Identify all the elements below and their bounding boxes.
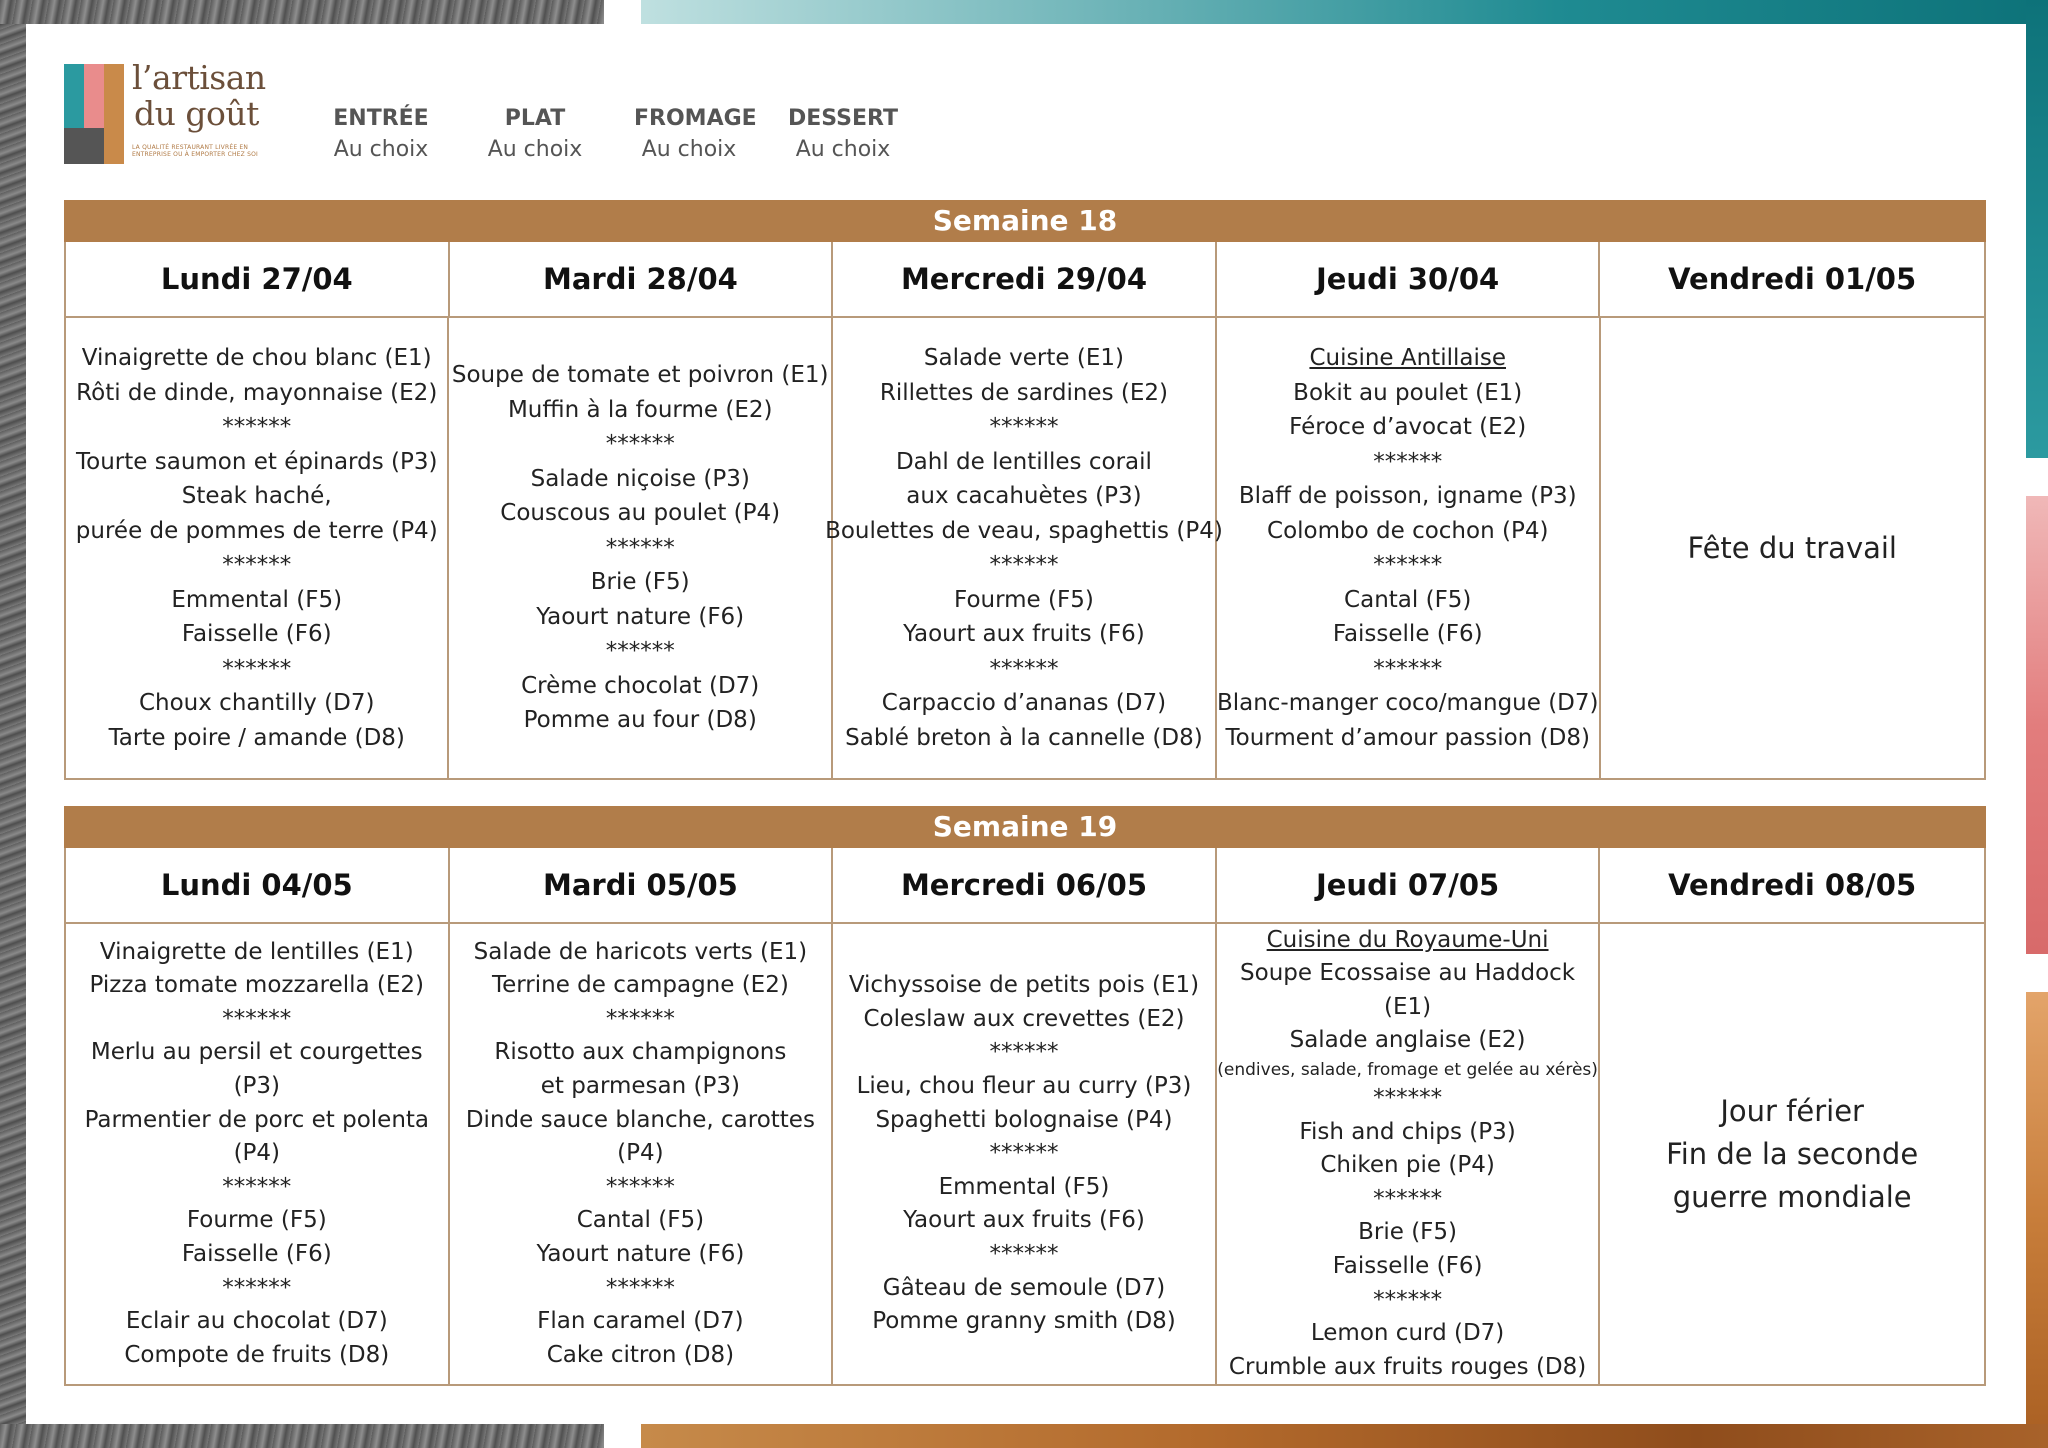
course-title: ENTRÉE	[333, 106, 429, 131]
menu-item: Carpaccio d’ananas (D7)	[881, 690, 1167, 716]
menu-item: Emmental (F5)	[171, 586, 343, 613]
day-header: Lundi 27/04	[66, 242, 450, 316]
logo-line-1: l’artisan	[132, 58, 266, 97]
frame-left-border	[0, 0, 26, 1448]
logo-wordmark	[132, 60, 282, 132]
menu-item: Sablé breton à la cannelle (D8)	[845, 724, 1203, 751]
menu-item: Fish and chips (P3)	[1299, 1118, 1516, 1145]
menu-item: ******	[989, 414, 1059, 440]
course-subtitle: Au choix	[333, 137, 429, 162]
day-menu-cell	[66, 318, 449, 778]
menu-item: Yaourt nature (F6)	[536, 1240, 745, 1267]
menu-item: ******	[605, 431, 675, 458]
menu-item: Faisselle (F6)	[181, 621, 332, 647]
menu-item: Risotto aux champignons	[494, 1039, 787, 1066]
menu-item: Faisselle (F6)	[181, 1240, 332, 1267]
menu-item: ******	[222, 1274, 292, 1301]
course-subtitle: Au choix	[487, 137, 583, 162]
day-header-row	[66, 242, 1984, 318]
menu-item: Merlu au persil et courgettes	[90, 1039, 423, 1066]
menu-item: Crème chocolat (D7)	[521, 672, 760, 699]
menu-item: Yaourt nature (F6)	[536, 603, 745, 630]
day-header: Vendredi 08/05	[1668, 868, 1917, 902]
menu-row	[66, 924, 1984, 1384]
menu-grid	[64, 848, 1986, 1386]
cuisine-theme: Cuisine Antillaise	[1309, 345, 1506, 371]
logo-icon	[64, 64, 124, 164]
day-menu-cell	[825, 318, 1223, 778]
frame-right-orange-band	[2026, 992, 2048, 1448]
menu-item: ******	[1373, 1085, 1443, 1112]
menu-item: ******	[222, 1173, 292, 1200]
menu-item: Fourme (F5)	[186, 1207, 327, 1234]
menu-item: Flan caramel (D7)	[537, 1308, 744, 1335]
menu-item: Soupe de tomate et poivron (E1)	[451, 362, 829, 389]
day-menu-cell	[1601, 318, 1984, 778]
logo-line-2: du goût	[134, 94, 259, 133]
week-table-18	[64, 200, 1986, 780]
menu-item: Vinaigrette de chou blanc (E1)	[81, 345, 432, 371]
menu-item: Vinaigrette de lentilles (E1)	[99, 938, 414, 965]
course-title: PLAT	[504, 106, 566, 131]
menu-item: Choux chantilly (D7)	[138, 690, 375, 716]
menu-item: Tourment d’amour passion (D8)	[1225, 724, 1590, 751]
menu-item: Dahl de lentilles corail	[895, 448, 1152, 475]
menu-note: (endives, salade, fromage et gelée au xérès)	[1217, 1060, 1598, 1081]
menu-item: ******	[222, 655, 292, 682]
menu-item: Blanc-manger coco/mangue (D7)	[1216, 690, 1599, 716]
menu-item: Pizza tomate mozzarella (E2)	[89, 972, 425, 999]
menu-item: aux cacahuètes (P3)	[906, 483, 1142, 509]
frame-right-teal-band	[2026, 0, 2048, 458]
menu-item: et parmesan (P3)	[540, 1073, 740, 1100]
menu-item: Tourte saumon et épinards (P3)	[76, 448, 438, 475]
course-entree	[326, 104, 436, 166]
menu-item: Rillettes de sardines (E2)	[879, 379, 1168, 406]
day-menu-cell	[1217, 924, 1601, 1384]
menu-item: ******	[605, 638, 675, 665]
menu-item: Faisselle (F6)	[1332, 1252, 1483, 1279]
menu-item: Cake citron (D8)	[546, 1341, 735, 1368]
menu-item: Pomme granny smith (D8)	[872, 1308, 1176, 1335]
frame-bottom-orange-band	[641, 1424, 2048, 1448]
day-menu-cell	[1600, 924, 1984, 1384]
menu-item: Compote de fruits (D8)	[124, 1341, 390, 1368]
week-title: Semaine 19	[64, 806, 1986, 848]
menu-item: Emmental (F5)	[938, 1173, 1110, 1200]
day-header: Vendredi 01/05	[1668, 262, 1917, 296]
holiday-text: Fin de la seconde	[1666, 1136, 1919, 1171]
menu-item: Salade verte (E1)	[923, 345, 1124, 371]
day-menu-cell	[1217, 318, 1601, 778]
menu-item: Colombo de cochon (P4)	[1267, 517, 1549, 544]
menu-item: Salade anglaise (E2)	[1289, 1027, 1526, 1054]
day-header: Mercredi 29/04	[833, 242, 1217, 316]
week-title: Semaine 18	[64, 200, 1986, 242]
menu-item: Spaghetti bolognaise (P4)	[875, 1106, 1173, 1133]
menu-item: Fourme (F5)	[954, 586, 1094, 613]
menu-item: ******	[989, 552, 1059, 578]
course-fromage	[634, 104, 757, 166]
menu-item: ******	[605, 1274, 675, 1301]
logo-tagline: LA QUALITÉ RESTAURANT LIVRÉE EN ENTREPRISE OU À EMPORTER CHEZ SOI	[132, 144, 258, 158]
menu-item: (P4)	[233, 1140, 281, 1167]
menu-item: Dinde sauce blanche, carottes	[465, 1106, 815, 1133]
day-header: Mardi 05/05	[450, 848, 834, 922]
menu-item: ******	[222, 552, 292, 578]
menu-item: Lemon curd (D7)	[1310, 1320, 1505, 1347]
course-title: DESSERT	[788, 106, 898, 131]
holiday-text: Jour férier	[1720, 1093, 1864, 1128]
menu-item: Chiken pie (P4)	[1320, 1152, 1495, 1179]
menu-row	[66, 318, 1984, 778]
menu-item: ******	[989, 1140, 1059, 1167]
holiday-text: guerre mondiale	[1672, 1179, 1912, 1214]
menu-grid	[64, 242, 1986, 780]
menu-item: Brie (F5)	[1358, 1219, 1458, 1246]
frame-top-gray-band	[0, 0, 604, 24]
day-header: Mercredi 06/05	[833, 848, 1217, 922]
menu-item: Gâteau de semoule (D7)	[882, 1274, 1166, 1301]
day-header: Jeudi 07/05	[1217, 848, 1601, 922]
menu-item: ******	[1373, 655, 1443, 682]
menu-item: ******	[222, 414, 292, 440]
day-menu-cell	[450, 924, 834, 1384]
menu-item: Vichyssoise de petits pois (E1)	[848, 972, 1200, 999]
menu-item: Couscous au poulet (P4)	[500, 500, 781, 527]
day-header: Jeudi 30/04	[1217, 242, 1601, 316]
menu-item: Cantal (F5)	[576, 1207, 705, 1234]
menu-item: Terrine de campagne (E2)	[491, 972, 789, 999]
menu-item: ******	[605, 1005, 675, 1032]
menu-item: ******	[605, 534, 675, 561]
frame-right-red-band	[2026, 496, 2048, 954]
day-menu-cell	[833, 924, 1217, 1384]
menu-item: ******	[222, 1005, 292, 1032]
menu-item: Steak haché,	[181, 483, 332, 509]
menu-item: ******	[1373, 1185, 1443, 1212]
course-dessert	[788, 104, 898, 166]
menu-item: Brie (F5)	[590, 569, 690, 596]
menu-item: Coleslaw aux crevettes (E2)	[863, 1005, 1185, 1032]
menu-item: ******	[989, 1039, 1059, 1066]
menu-item: Parmentier de porc et polenta	[84, 1106, 430, 1133]
menu-item: Salade niçoise (P3)	[530, 465, 750, 492]
day-header-row	[66, 848, 1984, 924]
menu-item: ******	[989, 1240, 1059, 1267]
menu-item: Faisselle (F6)	[1332, 621, 1483, 647]
menu-item: Crumble aux fruits rouges (D8)	[1228, 1353, 1587, 1380]
day-header: Lundi 04/05	[66, 848, 450, 922]
menu-item: Bokit au poulet (E1)	[1293, 379, 1523, 406]
frame-bottom-gray-band	[0, 1424, 604, 1448]
menu-item: Boulettes de veau, spaghettis (P4)	[825, 517, 1223, 544]
menu-item: Salade de haricots verts (E1)	[473, 938, 808, 965]
course-subtitle: Au choix	[795, 137, 891, 162]
menu-item: (E1)	[1384, 993, 1432, 1020]
menu-item: Cantal (F5)	[1344, 586, 1472, 613]
menu-item: Blaff de poisson, igname (P3)	[1238, 483, 1577, 509]
holiday-text: Fête du travail	[1687, 530, 1897, 565]
course-subtitle: Au choix	[641, 137, 737, 162]
course-plat	[480, 104, 590, 166]
menu-item: Lieu, chou fleur au curry (P3)	[856, 1073, 1192, 1100]
menu-item: ******	[605, 1173, 675, 1200]
menu-item: Pomme au four (D8)	[523, 707, 757, 734]
menu-item: (P4)	[617, 1140, 664, 1167]
frame-top-teal-band	[641, 0, 2048, 24]
menu-item: Yaourt aux fruits (F6)	[903, 621, 1145, 647]
menu-item: Féroce d’avocat (E2)	[1289, 414, 1527, 440]
course-title: FROMAGE	[634, 106, 757, 131]
menu-item: purée de pommes de terre (P4)	[75, 517, 438, 544]
day-menu-cell	[449, 318, 832, 778]
menu-item: Rôti de dinde, mayonnaise (E2)	[76, 379, 438, 406]
menu-item: Tarte poire / amande (D8)	[108, 724, 405, 751]
menu-item: ******	[1373, 448, 1443, 475]
day-header: Mardi 28/04	[450, 242, 834, 316]
menu-item: (P3)	[233, 1073, 281, 1100]
menu-item: ******	[989, 655, 1059, 682]
menu-item: Eclair au chocolat (D7)	[125, 1308, 388, 1335]
menu-item: ******	[1373, 552, 1443, 578]
menu-item: Yaourt aux fruits (F6)	[903, 1207, 1145, 1234]
week-table-19	[64, 806, 1986, 1386]
menu-item: Soupe Ecossaise au Haddock	[1240, 960, 1576, 987]
menu-item: ******	[1373, 1286, 1443, 1313]
cuisine-theme: Cuisine du Royaume-Uni	[1266, 926, 1549, 953]
menu-item: Muffin à la fourme (E2)	[507, 396, 773, 423]
day-menu-cell	[66, 924, 450, 1384]
